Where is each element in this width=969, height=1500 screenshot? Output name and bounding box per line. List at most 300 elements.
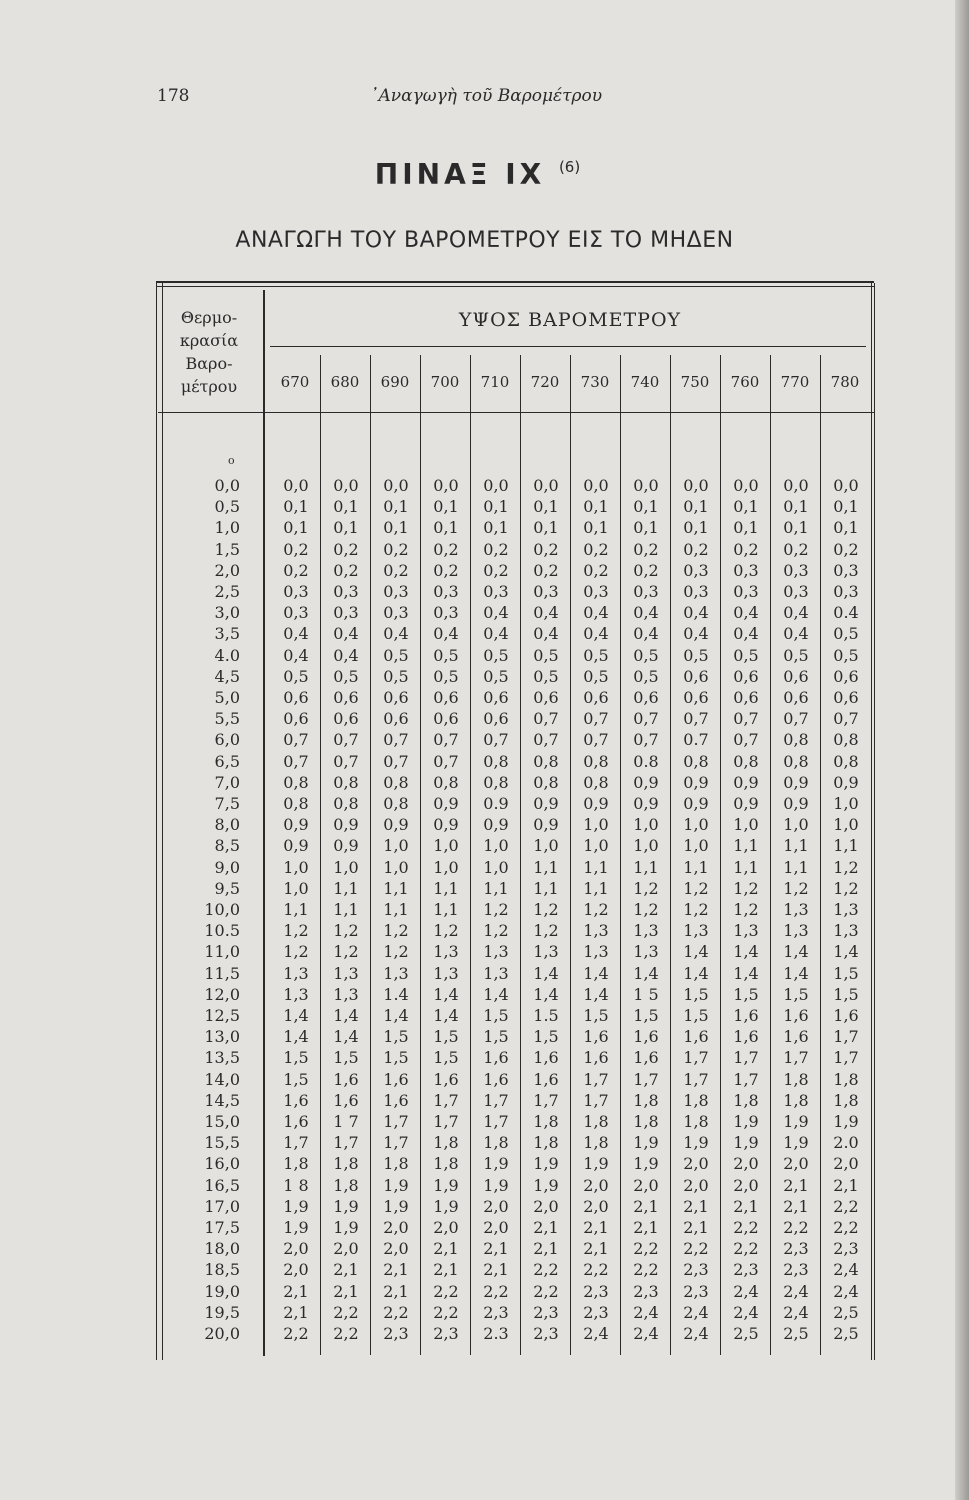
- value-cell: 0,2: [683, 539, 709, 559]
- value-cell: 1,3: [483, 963, 509, 983]
- value-cell: 2,1: [333, 1281, 359, 1301]
- value-cell: 1,6: [383, 1090, 409, 1110]
- value-cell: 0,3: [433, 603, 459, 623]
- value-cell: 1,9: [633, 1133, 659, 1153]
- value-cell: 2,0: [283, 1239, 309, 1259]
- value-cell: 0,4: [633, 603, 659, 623]
- value-cell: 0,5: [833, 645, 859, 665]
- value-cell: 1,7: [833, 1048, 859, 1068]
- column-divider: [520, 355, 521, 1355]
- value-cell: 1,1: [683, 857, 709, 877]
- value-cell: 2,2: [833, 1218, 859, 1237]
- value-cell: 1,0: [383, 857, 409, 877]
- value-cell: 0.7: [683, 730, 709, 750]
- temperature-cell: 8,5: [214, 836, 240, 856]
- value-cell: 0,3: [433, 582, 459, 601]
- value-cell: 0,4: [283, 645, 309, 665]
- value-cell: 1,2: [383, 921, 409, 941]
- value-cell: 1,1: [333, 900, 359, 919]
- value-cell: 1 5: [633, 984, 659, 1004]
- temperature-cell: 11,0: [204, 942, 240, 962]
- value-cell: 0,7: [433, 751, 459, 771]
- value-cell: 1,5: [633, 1006, 659, 1025]
- value-cell: 2,2: [333, 1324, 359, 1343]
- value-cell: 1,0: [383, 836, 409, 856]
- value-cell: 1,5: [533, 1027, 559, 1047]
- value-cell: 1,6: [583, 1027, 609, 1047]
- value-cell: 0,5: [333, 666, 359, 686]
- value-cell: 2,2: [733, 1239, 759, 1259]
- value-cell: 0,9: [333, 815, 359, 835]
- value-cell: 1,5: [283, 1069, 309, 1089]
- column-divider: [370, 355, 371, 1355]
- value-cell: 1,1: [783, 836, 809, 856]
- value-cell: 2,5: [733, 1324, 759, 1343]
- value-cell: 0,6: [733, 666, 759, 686]
- value-cell: 0,7: [383, 730, 409, 750]
- value-cell: 1,7: [783, 1048, 809, 1068]
- value-cell: 1,8: [583, 1112, 609, 1131]
- value-cell: 1,2: [683, 900, 709, 919]
- value-cell: 0,8: [783, 730, 809, 750]
- value-cell: 0,1: [683, 518, 709, 538]
- value-cell: 1,4: [683, 942, 709, 962]
- value-cell: 0,8: [433, 772, 459, 792]
- value-cell: 1,4: [583, 963, 609, 983]
- value-cell: 2,2: [583, 1260, 609, 1280]
- value-cell: 0,2: [283, 560, 309, 580]
- value-cell: 0,8: [533, 751, 559, 771]
- column-header: 670: [280, 373, 310, 391]
- temperature-cell: 12,5: [204, 1006, 240, 1025]
- value-cell: 0,4: [533, 603, 559, 623]
- value-cell: 2,5: [833, 1302, 859, 1322]
- value-cell: 0,1: [533, 518, 559, 538]
- value-cell: 2,1: [733, 1196, 759, 1216]
- value-cell: 1,1: [783, 857, 809, 877]
- value-cell: 2,0: [583, 1196, 609, 1216]
- value-cell: 1,2: [333, 942, 359, 962]
- value-cell: 0,7: [633, 730, 659, 750]
- value-cell: 1,3: [833, 921, 859, 941]
- value-cell: 0,3: [733, 560, 759, 580]
- value-cell: 2,1: [583, 1218, 609, 1237]
- value-cell: 1,2: [383, 942, 409, 962]
- value-cell: 0,6: [683, 666, 709, 686]
- temperature-cell: 3,0: [214, 603, 240, 623]
- value-cell: 1,1: [433, 900, 459, 919]
- value-cell: 1,1: [583, 878, 609, 898]
- value-cell: 0,2: [783, 539, 809, 559]
- value-cell: 2,1: [633, 1218, 659, 1237]
- value-cell: 1,9: [383, 1196, 409, 1216]
- value-cell: 0,0: [633, 476, 659, 495]
- value-cell: 1,6: [683, 1027, 709, 1047]
- value-cell: 0,9: [783, 772, 809, 792]
- value-cell: 0,8: [483, 772, 509, 792]
- value-cell: 2,0: [833, 1154, 859, 1174]
- value-cell: 2,4: [633, 1302, 659, 1322]
- value-cell: 1,2: [533, 921, 559, 941]
- value-cell: 1,5: [433, 1027, 459, 1047]
- value-cell: 1,1: [833, 836, 859, 856]
- value-cell: 2,2: [433, 1281, 459, 1301]
- value-cell: 0,2: [583, 560, 609, 580]
- value-cell: 1,9: [633, 1154, 659, 1174]
- value-cell: 2,4: [833, 1281, 859, 1301]
- value-cell: 2,3: [533, 1302, 559, 1322]
- column-header: 740: [630, 373, 660, 391]
- value-cell: 2,0: [383, 1218, 409, 1237]
- value-cell: 1,4: [283, 1027, 309, 1047]
- value-cell: 0,7: [633, 709, 659, 729]
- value-cell: 0,9: [633, 794, 659, 813]
- temperature-cell: 17,5: [204, 1218, 240, 1237]
- value-cell: 0,9: [283, 836, 309, 856]
- value-cell: 0,1: [333, 497, 359, 517]
- value-cell: 0,3: [333, 603, 359, 623]
- value-cell: 2,1: [683, 1218, 709, 1237]
- value-cell: 1,8: [533, 1133, 559, 1153]
- column-divider: [320, 355, 321, 1355]
- value-cell: 0,9: [383, 815, 409, 835]
- stub-header-line: μέτρου: [180, 377, 238, 396]
- value-cell: 0,3: [283, 603, 309, 623]
- value-cell: 1,5: [583, 1006, 609, 1025]
- temperature-cell: 9,5: [214, 878, 240, 898]
- value-cell: 0,2: [733, 539, 759, 559]
- value-cell: 1,5: [783, 984, 809, 1004]
- stub-header-line: Βαρο-: [185, 354, 233, 373]
- value-cell: 0,3: [583, 582, 609, 601]
- value-cell: 1,2: [483, 900, 509, 919]
- value-cell: 0,3: [633, 582, 659, 601]
- value-cell: 1,0: [633, 836, 659, 856]
- value-cell: 1,2: [483, 921, 509, 941]
- value-cell: 1,0: [483, 857, 509, 877]
- temperature-cell: 6,5: [214, 751, 240, 771]
- value-cell: 1,8: [433, 1133, 459, 1153]
- value-cell: 0,6: [483, 688, 509, 707]
- value-cell: 1,8: [783, 1069, 809, 1089]
- value-cell: 2,3: [483, 1302, 509, 1322]
- value-cell: 0,4: [633, 624, 659, 644]
- value-cell: 1,4: [833, 942, 859, 962]
- value-cell: 1,9: [483, 1175, 509, 1195]
- value-cell: 1,0: [283, 857, 309, 877]
- value-cell: 2,0: [483, 1196, 509, 1216]
- temperature-cell: 6,0: [214, 730, 240, 750]
- value-cell: 0,1: [483, 518, 509, 538]
- value-cell: 2,5: [833, 1324, 859, 1343]
- value-cell: 0,3: [833, 560, 859, 580]
- value-cell: 1,8: [733, 1090, 759, 1110]
- value-cell: 0,3: [683, 560, 709, 580]
- value-cell: 2,2: [683, 1239, 709, 1259]
- value-cell: 2,0: [533, 1196, 559, 1216]
- value-cell: 0,9: [733, 794, 759, 813]
- value-cell: 1,3: [433, 942, 459, 962]
- value-cell: 1,4: [733, 942, 759, 962]
- temperature-cell: 17,0: [204, 1196, 240, 1216]
- value-cell: 1,6: [733, 1027, 759, 1047]
- value-cell: 1,9: [783, 1133, 809, 1153]
- value-cell: 0,1: [733, 497, 759, 517]
- value-cell: 0,7: [333, 751, 359, 771]
- value-cell: 0,4: [733, 624, 759, 644]
- value-cell: 0,9: [333, 836, 359, 856]
- value-cell: 1,0: [833, 794, 859, 813]
- value-cell: 1,7: [533, 1090, 559, 1110]
- value-cell: 1,7: [583, 1090, 609, 1110]
- value-cell: 0,2: [483, 539, 509, 559]
- value-cell: 0,6: [733, 688, 759, 707]
- temperature-cell: 5,5: [214, 709, 240, 729]
- value-cell: 0,8: [583, 751, 609, 771]
- top-rule: [156, 281, 874, 283]
- value-cell: 1,1: [333, 878, 359, 898]
- value-cell: 0,2: [433, 539, 459, 559]
- value-cell: 0,1: [833, 497, 859, 517]
- column-divider: [720, 355, 721, 1355]
- value-cell: 0,4: [483, 603, 509, 623]
- value-cell: 0,1: [333, 518, 359, 538]
- value-cell: 1,9: [533, 1154, 559, 1174]
- value-cell: 2,1: [483, 1260, 509, 1280]
- value-cell: 1,5: [333, 1048, 359, 1068]
- value-cell: 0,6: [833, 666, 859, 686]
- value-cell: 2,0: [333, 1239, 359, 1259]
- value-cell: 0,5: [433, 645, 459, 665]
- value-cell: 2,2: [633, 1260, 659, 1280]
- group-brace-rule: [270, 346, 866, 347]
- value-cell: 0,2: [633, 539, 659, 559]
- value-cell: 1,2: [833, 857, 859, 877]
- value-cell: 2,3: [783, 1260, 809, 1280]
- value-cell: 0,7: [383, 751, 409, 771]
- value-cell: 0,4: [333, 645, 359, 665]
- value-cell: 1,8: [383, 1154, 409, 1174]
- value-cell: 2,1: [333, 1260, 359, 1280]
- value-cell: 0,6: [383, 688, 409, 707]
- value-cell: 2,2: [833, 1196, 859, 1216]
- value-cell: 0,1: [483, 497, 509, 517]
- temperature-cell: 5,0: [214, 688, 240, 707]
- value-cell: 1,3: [733, 921, 759, 941]
- column-divider: [420, 355, 421, 1355]
- value-cell: 1,0: [483, 836, 509, 856]
- column-header: 780: [830, 373, 860, 391]
- value-cell: 0,6: [833, 688, 859, 707]
- temperature-cell: 18,0: [204, 1239, 240, 1259]
- value-cell: 0,1: [433, 518, 459, 538]
- value-cell: 0,8: [333, 794, 359, 813]
- temperature-cell: 18,5: [204, 1260, 240, 1280]
- value-cell: 2,0: [433, 1218, 459, 1237]
- value-cell: 1,4: [433, 984, 459, 1004]
- value-cell: 0,5: [483, 666, 509, 686]
- value-cell: 2,4: [683, 1302, 709, 1322]
- value-cell: 0,7: [283, 751, 309, 771]
- value-cell: 0,1: [783, 518, 809, 538]
- value-cell: 2,1: [433, 1239, 459, 1259]
- value-cell: 0,8: [533, 772, 559, 792]
- value-cell: 0,0: [683, 476, 709, 495]
- value-cell: 1,6: [583, 1048, 609, 1068]
- value-cell: 0,7: [733, 709, 759, 729]
- column-header: 730: [580, 373, 610, 391]
- value-cell: 1,0: [683, 815, 709, 835]
- value-cell: 1,3: [783, 921, 809, 941]
- value-cell: 0,0: [433, 476, 459, 495]
- value-cell: 1,6: [283, 1090, 309, 1110]
- value-cell: 1,3: [433, 963, 459, 983]
- temperature-cell: 20,0: [204, 1324, 240, 1343]
- value-cell: 2,3: [533, 1324, 559, 1343]
- value-cell: 1,5: [833, 984, 859, 1004]
- value-cell: 0,8: [583, 772, 609, 792]
- value-cell: 2,4: [733, 1302, 759, 1322]
- value-cell: 0,5: [583, 645, 609, 665]
- value-cell: 1,4: [733, 963, 759, 983]
- temperature-cell: 16,5: [204, 1175, 240, 1195]
- value-cell: 0,2: [633, 560, 659, 580]
- value-cell: 0,6: [433, 688, 459, 707]
- value-cell: 0,5: [433, 666, 459, 686]
- value-cell: 0,0: [483, 476, 509, 495]
- value-cell: 0,1: [733, 518, 759, 538]
- value-cell: 1,4: [633, 963, 659, 983]
- value-cell: 2,2: [533, 1260, 559, 1280]
- value-cell: 1,7: [683, 1069, 709, 1089]
- value-cell: 0,3: [383, 582, 409, 601]
- value-cell: 2,0: [483, 1218, 509, 1237]
- value-cell: 1,3: [633, 921, 659, 941]
- temperature-cell: 16,0: [204, 1154, 240, 1174]
- value-cell: 0,9: [733, 772, 759, 792]
- value-cell: 0,7: [733, 730, 759, 750]
- value-cell: 0,9: [583, 794, 609, 813]
- table-title-main: ΠΙΝΑΞ ΙΧ: [374, 158, 546, 191]
- column-header: 760: [730, 373, 760, 391]
- value-cell: 2,3: [733, 1260, 759, 1280]
- value-cell: 1,6: [533, 1069, 559, 1089]
- value-cell: 2,3: [583, 1302, 609, 1322]
- value-cell: 2,3: [683, 1281, 709, 1301]
- value-cell: 1,6: [633, 1027, 659, 1047]
- temperature-cell: 15,5: [204, 1133, 240, 1153]
- table-title: [0, 158, 955, 191]
- value-cell: 1,5: [283, 1048, 309, 1068]
- value-cell: 1,8: [833, 1090, 859, 1110]
- value-cell: 1,2: [583, 900, 609, 919]
- value-cell: 1,0: [583, 836, 609, 856]
- right-border-outer: [874, 283, 875, 1360]
- group-header: ΥΨΟΣ ΒΑΡΟΜΕΤΡΟΥ: [458, 309, 682, 331]
- value-cell: 1,7: [433, 1112, 459, 1131]
- value-cell: 1,1: [383, 878, 409, 898]
- value-cell: 0,9: [633, 772, 659, 792]
- value-cell: 0,4: [483, 624, 509, 644]
- value-cell: 2,1: [583, 1239, 609, 1259]
- value-cell: 1,2: [433, 921, 459, 941]
- value-cell: 2,1: [533, 1218, 559, 1237]
- value-cell: 0.8: [633, 751, 659, 771]
- value-cell: 1,8: [283, 1154, 309, 1174]
- value-cell: 1.4: [383, 984, 409, 1004]
- value-cell: 0,0: [533, 476, 559, 495]
- value-cell: 0,6: [333, 709, 359, 729]
- value-cell: 0,4: [583, 603, 609, 623]
- column-header: 690: [380, 373, 410, 391]
- value-cell: 0,7: [283, 730, 309, 750]
- value-cell: 0,5: [283, 666, 309, 686]
- value-cell: 1,4: [683, 963, 709, 983]
- temperature-cell: 7,5: [214, 794, 240, 813]
- value-cell: 1,6: [733, 1006, 759, 1025]
- value-cell: 0,2: [583, 539, 609, 559]
- value-cell: 0,7: [433, 730, 459, 750]
- value-cell: 0,6: [783, 688, 809, 707]
- value-cell: 0.9: [483, 794, 509, 813]
- value-cell: 1,3: [833, 900, 859, 919]
- value-cell: 0,7: [533, 730, 559, 750]
- table-row: [0, 1324, 955, 1348]
- temperature-cell: 11,5: [204, 963, 240, 983]
- value-cell: 0,5: [383, 666, 409, 686]
- value-cell: 1,6: [383, 1069, 409, 1089]
- column-divider: [620, 355, 621, 1355]
- value-cell: 0,3: [783, 582, 809, 601]
- value-cell: 2,3: [683, 1260, 709, 1280]
- value-cell: 1,6: [633, 1048, 659, 1068]
- value-cell: 2,2: [733, 1218, 759, 1237]
- value-cell: 1,3: [683, 921, 709, 941]
- value-cell: 1,1: [583, 857, 609, 877]
- value-cell: 0,9: [833, 772, 859, 792]
- value-cell: 1,0: [583, 815, 609, 835]
- value-cell: 2,1: [633, 1196, 659, 1216]
- value-cell: 0,5: [683, 645, 709, 665]
- value-cell: 1,3: [283, 984, 309, 1004]
- value-cell: 0,1: [633, 518, 659, 538]
- value-cell: 0,4: [733, 603, 759, 623]
- value-cell: 0,1: [283, 497, 309, 517]
- value-cell: 0,0: [783, 476, 809, 495]
- value-cell: 1,9: [683, 1133, 709, 1153]
- table-title-note: (6): [558, 158, 581, 176]
- value-cell: 2,2: [483, 1281, 509, 1301]
- value-cell: 1,9: [333, 1196, 359, 1216]
- value-cell: 0,6: [583, 688, 609, 707]
- value-cell: 1,5: [383, 1027, 409, 1047]
- value-cell: 0,5: [533, 666, 559, 686]
- temperature-cell: 4,5: [214, 666, 240, 686]
- value-cell: 0,7: [483, 730, 509, 750]
- value-cell: 2,2: [433, 1302, 459, 1322]
- value-cell: 1,3: [633, 942, 659, 962]
- value-cell: 1,2: [633, 900, 659, 919]
- temperature-cell: 9,0: [214, 857, 240, 877]
- value-cell: 1.5: [533, 1006, 559, 1025]
- column-divider: [670, 355, 671, 1355]
- column-header: 700: [430, 373, 460, 391]
- value-cell: 2,0: [783, 1154, 809, 1174]
- value-cell: 2,1: [383, 1260, 409, 1280]
- value-cell: 0,0: [333, 476, 359, 495]
- value-cell: 2,3: [383, 1324, 409, 1343]
- value-cell: 2,1: [683, 1196, 709, 1216]
